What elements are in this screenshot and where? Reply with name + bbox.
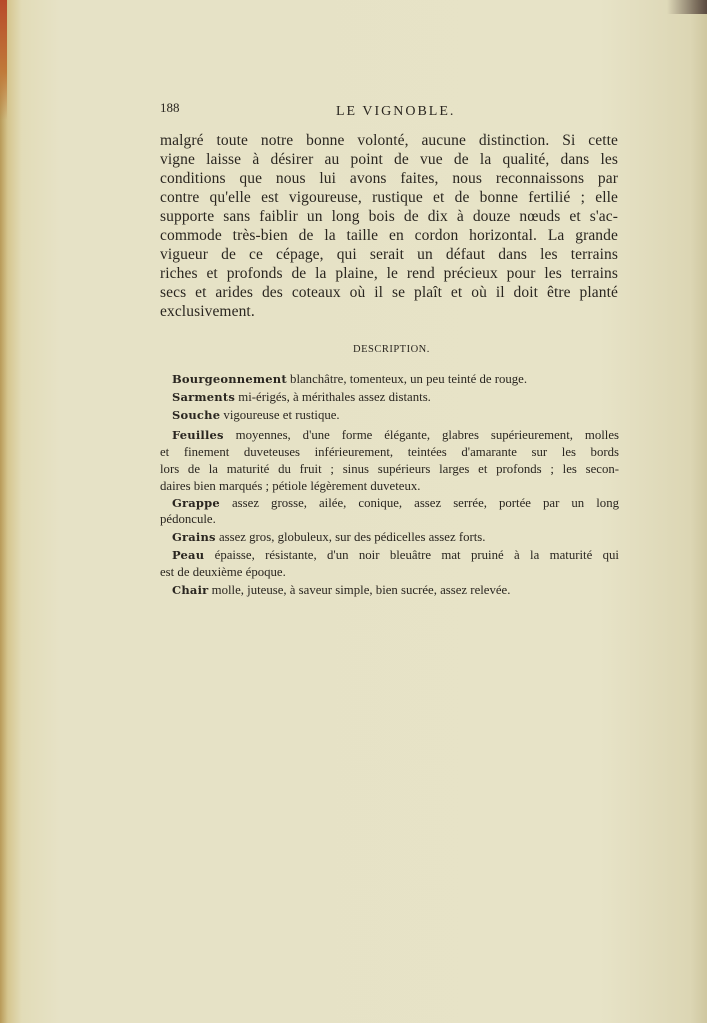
paragraph-line: conditions que nous lui avons faites, nous reconnaissons par [160,170,618,187]
description-entry [172,583,619,598]
entry-continuation: lors de la maturité du fruit ; sinus supérieurs larges et profonds ; les secon- [160,462,619,476]
entry-text: blanchâtre, tomenteux, un peu teinté de rouge. [290,372,528,386]
entry-text: assez grosse, ailée, conique, assez serrée, portée par un long [232,496,620,510]
entry-term: Bourgeonnement [172,372,287,386]
page-corner-shadow [667,0,707,14]
entry-text: molle, juteuse, à saveur simple, bien sucrée, assez relevée. [211,583,511,597]
description-entry [172,372,619,387]
entry-continuation: daires bien marqués ; pétiole légèrement duveteux. [160,479,421,493]
entry-text: épaisse, résistante, d'un noir bleuâtre mat pruiné à la maturité qui [214,548,619,562]
paragraph-line: secs et arides des coteaux où il se plaît et où il doit être planté [160,284,618,301]
entry-text: mi-érigés, à mérithales assez distants. [238,390,431,404]
paragraph-line: commode très-bien de la taille en cordon horizontal. La grande [160,227,618,244]
entry-continuation: et finement duveteuses inférieurement, teintées d'amarante sur les bords [160,445,619,459]
book-spine-edge [0,0,7,120]
running-title: LE VIGNOBLE. [336,104,456,119]
paragraph-line: vigne laisse à désirer au point de vue de la qualité, dans les [160,151,618,168]
entry-text: moyennes, d'une forme élégante, glabres supérieurement, molles [235,428,619,442]
entry-term: Souche [172,408,221,422]
section-heading: DESCRIPTION. [353,344,430,355]
entry-term: Sarments [172,390,236,404]
description-entry [172,428,619,443]
description-entry [172,530,619,545]
description-entry [172,496,619,511]
description-entry [172,548,619,563]
entry-text: assez gros, globuleux, sur des pédicelles assez forts. [218,530,486,544]
paragraph-line: supporte sans faiblir un long bois de dix à douze nœuds et s'ac- [160,208,618,225]
entry-term: Grappe [172,496,220,510]
page-number: 188 [160,100,180,115]
paragraph-line: riches et profonds de la plaine, le rend précieux pour les terrains [160,265,618,282]
description-entry [172,390,619,405]
entry-continuation: pédoncule. [160,512,216,526]
entry-term: Grains [172,530,216,544]
paragraph-line: vigueur de ce cépage, qui serait un défaut dans les terrains [160,246,618,263]
paragraph-line: exclusivement. [160,303,255,320]
entry-term: Peau [172,548,205,562]
entry-term: Feuilles [172,428,224,442]
paragraph-line: contre qu'elle est vigoureuse, rustique et de bonne fertilié ; elle [160,189,618,206]
description-entry [172,408,619,423]
paragraph-line: malgré toute notre bonne volonté, aucune distinction. Si cette [160,132,618,149]
entry-continuation: est de deuxième époque. [160,565,286,579]
entry-term: Chair [172,583,209,597]
entry-text: vigoureuse et rustique. [223,408,340,422]
